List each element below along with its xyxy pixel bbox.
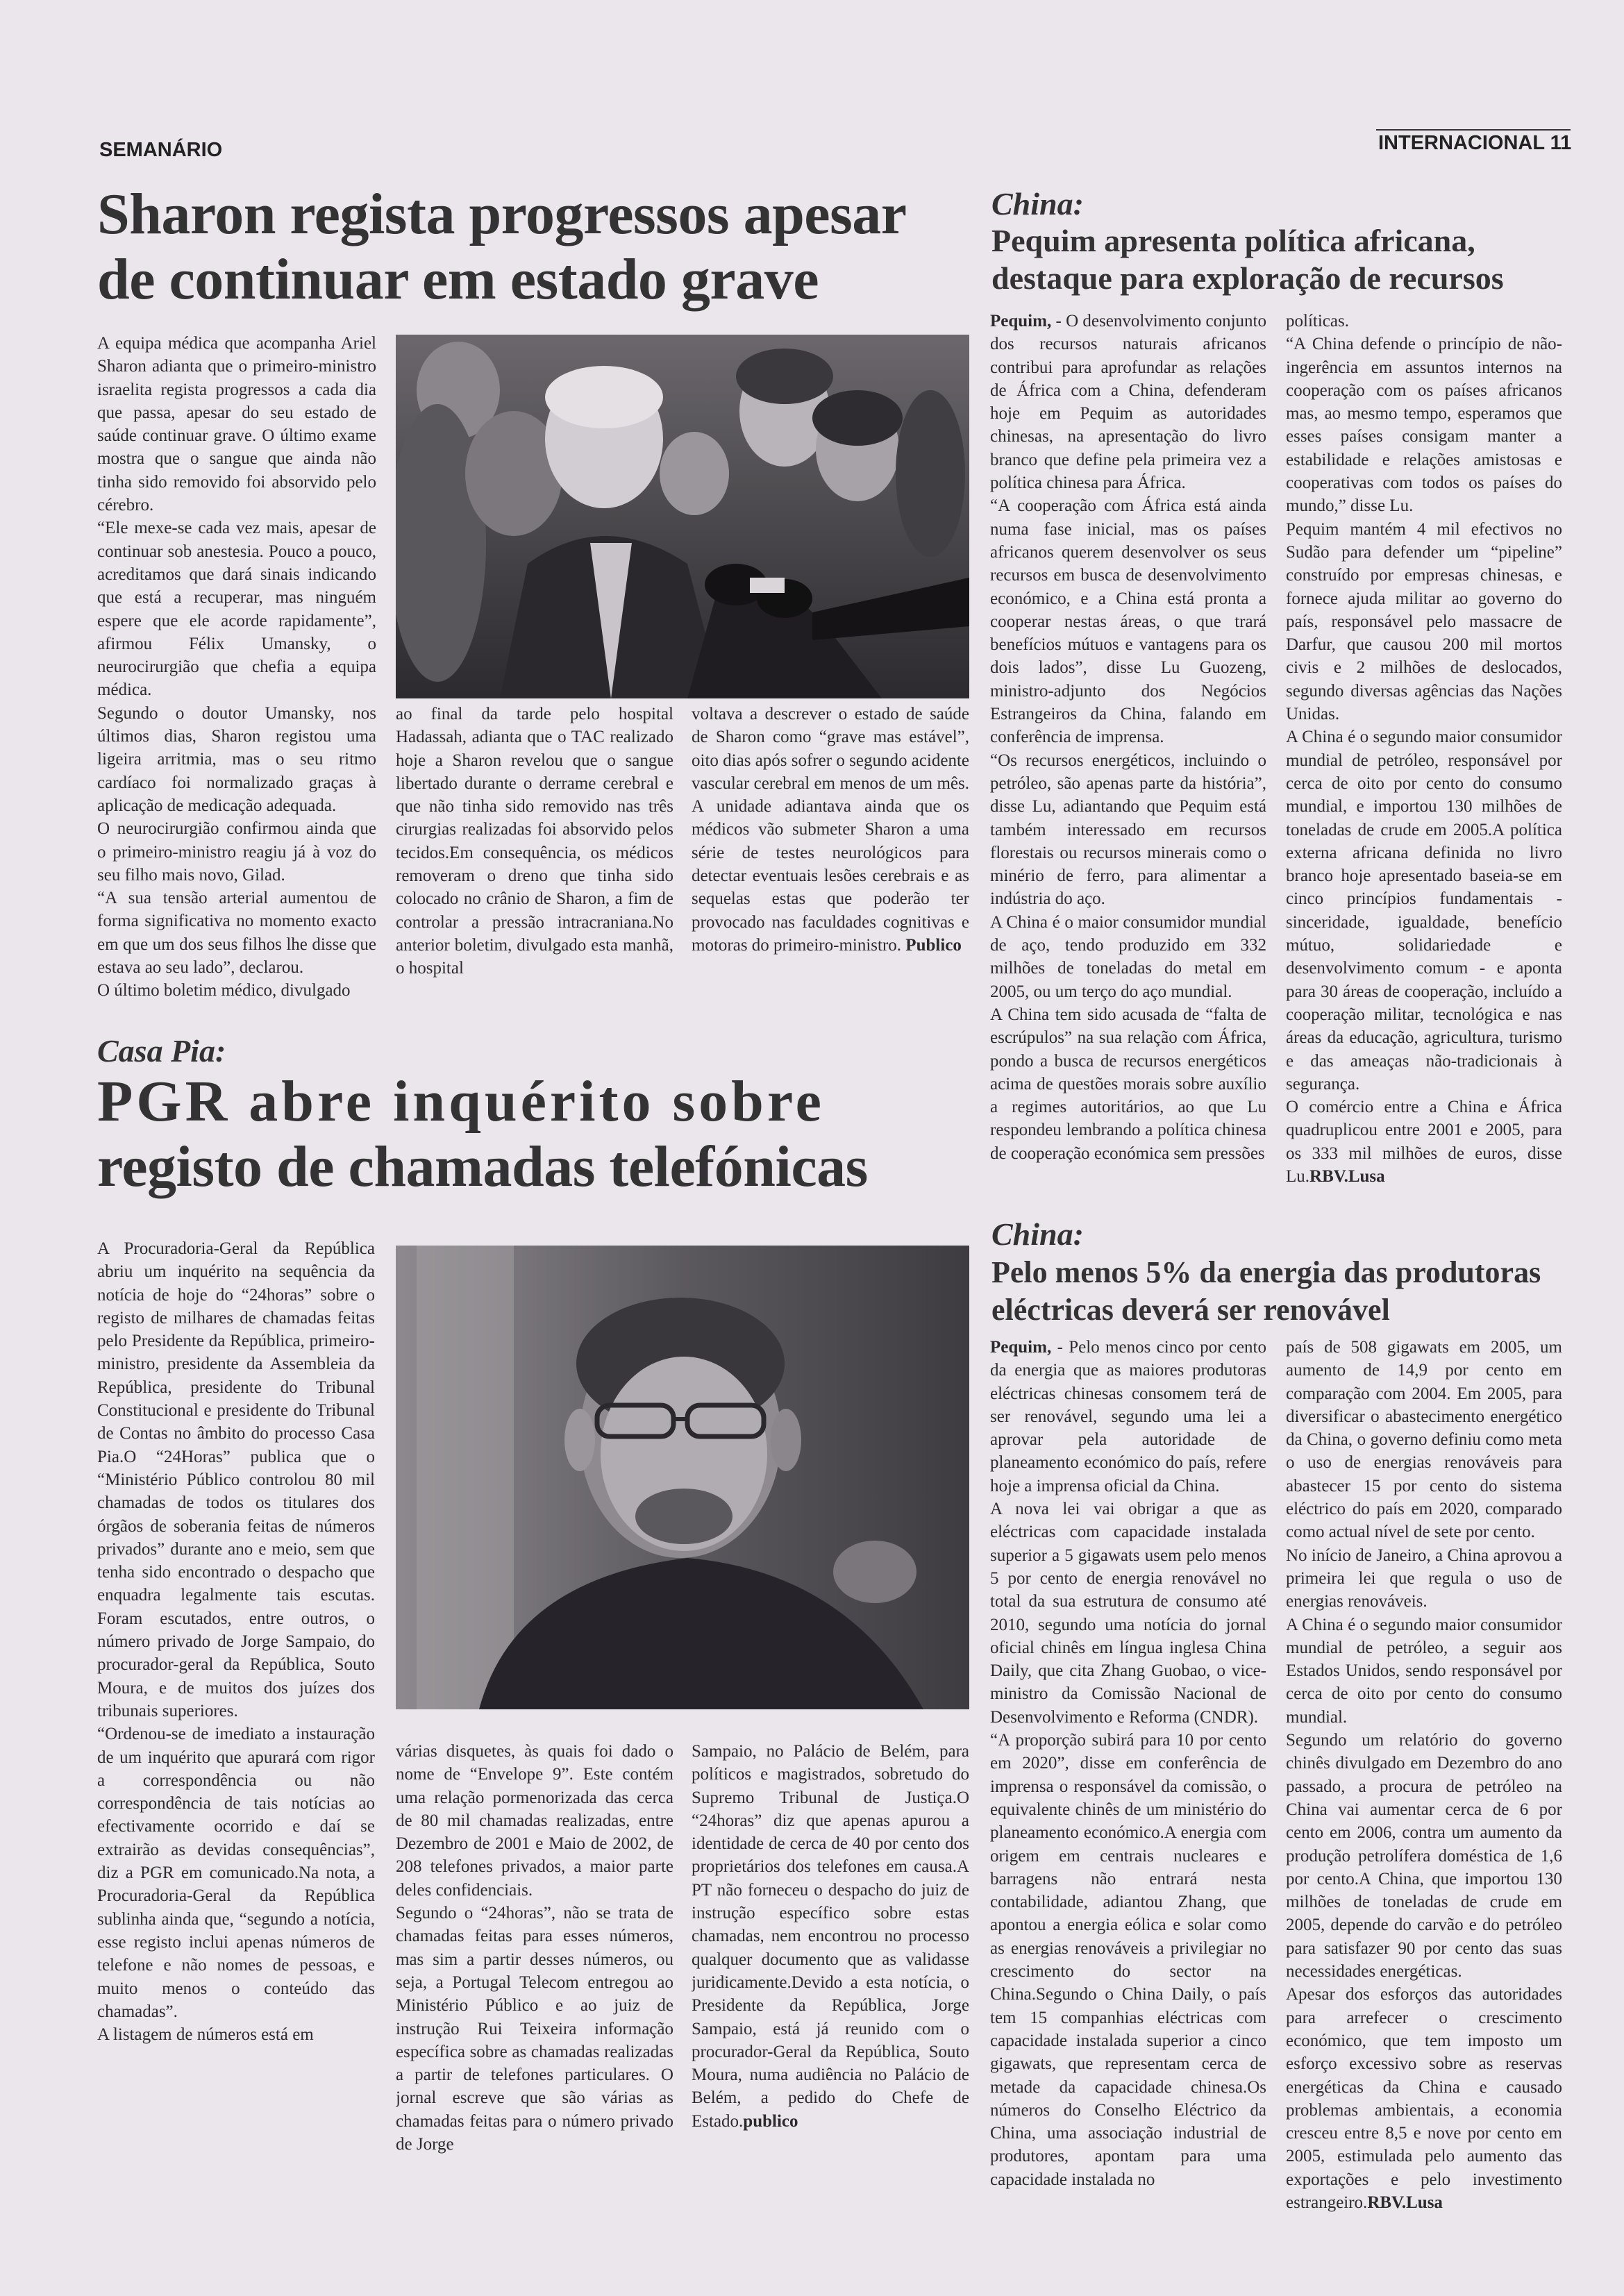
china1-column-2 <box>1286 310 1562 1215</box>
china1-headline-line1: Pequim apresenta política africana, <box>991 223 1475 258</box>
sharon-headline-line1: Sharon regista progressos apesar <box>97 182 907 246</box>
paragraph: “A sua tensão arterial aumentou de forma significativa no momento exacto em que um dos seus filhos lhe disse que estava ao seu lado”, declarou. <box>97 889 376 978</box>
paragraph-with-source <box>692 703 969 957</box>
portrait-image <box>396 1246 969 1709</box>
paragraph: A listagem de números está em <box>97 2025 314 2045</box>
pgr-headline <box>97 1069 979 1200</box>
paragraph: O último boletim médico, divulgado <box>97 981 351 1000</box>
pgr-headline-line2: registo de chamadas telefónicas <box>97 1134 868 1199</box>
paragraph-with-source <box>1286 1096 1562 1188</box>
paragraph: “A China defende o princípio de não-ingerência em assuntos internos na cooperação com os países africanos mas, ao mesmo tempo, esperamos que esses países consigam manter a estabilidade e relações amistosas e cooperativas com todos os países do mundo,” disse Lu. <box>1286 335 1562 516</box>
paragraph: O neurocirurgião confirmou ainda que o primeiro-ministro reagiu já à voz do seu filho mais novo, Gilad. <box>97 819 376 885</box>
paragraph: Apesar dos esforços das autoridades para arrefecer o crescimento económico, que tem imposto um esforço excessivo sobre as reservas energéticas da China e causado problemas ambientais, a economia cresceu entre 8,5 e nove por cento em 2005, estimulada pelo aumento das exportações e pelo investimento estrangeiro. <box>1286 1985 1562 2212</box>
sharon-column-2 <box>396 703 673 1028</box>
paragraph: No início de Janeiro, a China aprovou a primeira lei que regula o uso de energias renováveis. <box>1286 1545 1562 1611</box>
press-crowd-image <box>396 335 969 698</box>
paragraph: A China é o maior consumidor mundial de aço, tendo produzido em 332 milhões de toneladas do metal em 2005, ou um terço do aço mundial. <box>990 912 1266 1001</box>
sharon-press-photo <box>396 335 969 698</box>
paragraph: “A cooperação com África está ainda numa fase inicial, mas os países africanos querem desenvolver os seus recursos em busca de desenvolvimento económico, e a China está pronta a cooperar nestas áreas, o que trará benefícios mútuos e vantagens para os dois lados”, disse Lu Guozeng, ministro-adjunto dos Negócios Estrangeiros da China, falando em conferência de imprensa. <box>990 496 1266 747</box>
china2-headline <box>991 1254 1575 1329</box>
sharon-column-1 <box>97 332 376 1026</box>
china2-kicker: China: <box>991 1216 1084 1252</box>
dateline: Pequim, <box>990 1338 1052 1357</box>
sharon-column-3 <box>692 703 969 1028</box>
paragraph: país de 508 gigawats em 2005, um aumento de 14,9 por cento em comparação com 2004. Em 2005, para diversificar o abastecimento energético da China, o governo definiu como meta o uso de energias renováveis para abastecer 15 por cento do sistema eléctrico do país em 2020, comparado como actual nível de sete por cento. <box>1286 1338 1562 1542</box>
paragraph: Sampaio, no Palácio de Belém, para políticos e magistrados, sobretudo do Supremo Tribunal de Justiça.O “24horas” diz que apenas apurou a identidade de cerca de 40 por cento dos proprietários dos telefones em causa.A PT não forneceu o despacho do juiz de instrução específico sobre estas chamadas, nem encontrou no processo qualquer documento que as validasse juridicamente.Devido a esta notícia, o Presidente da República, Jorge Sampaio, está já reunido com o procurador-Geral da República, Souto Moura, numa audiência no Palácio de Belém, a pedido do Chefe de Estado. <box>692 1742 969 2131</box>
source-credit: RBV.Lusa <box>1367 2193 1443 2212</box>
china2-column-2 <box>1286 1336 1562 2252</box>
pgr-headline-line1: PGR abre inquérito sobre <box>97 1069 825 1134</box>
china1-headline <box>991 222 1575 297</box>
paragraph: “Os recursos energéticos, incluindo o petróleo, são apenas parte da história”, disse Lu, adiantando que Pequim está também interessado em recursos florestais ou recursos minerais como o minério de ferro, para alimentar a indústria do aço. <box>990 751 1266 909</box>
prosecutor-portrait-photo <box>396 1246 969 1709</box>
paragraph: políticas. <box>1286 312 1349 330</box>
paragraph: Segundo um relatório do governo chinês divulgado em Dezembro do ano passado, a procura de petróleo na China vai aumentar cerca de 6 por cento em 2006, contra um aumento da produção petrolífera doméstica de 1,6 por cento.A China, que importou 130 milhões de toneladas de crude em 2005, depende do carvão e do petróleo para satisfazer 90 por cento das suas necessidades energéticas. <box>1286 1731 1562 1981</box>
pgr-column-2 <box>396 1740 673 2251</box>
paragraph: - O desenvolvimento conjunto dos recursos naturais africanos contribui para aprofundar as relações de África com a China, defenderam hoje em Pequim as autoridades chinesas, na apresentação do livro branco que define pela primeira vez a política chinesa para África. <box>990 312 1266 493</box>
paragraph: várias disquetes, às quais foi dado o nome de “Envelope 9”. Este contém uma relação pormenorizada das cerca de 80 mil chamadas realizadas, entre Dezembro de 2001 e Maio de 2002, de 208 telefones privados, a maior parte deles confidenciais. <box>396 1742 673 1900</box>
paragraph: A China é o segundo maior consumidor mundial de petróleo, responsável por cerca de oito por cento do consumo mundial, e importou 130 milhões de toneladas de crude em 2005.A política externa africana definida no livro branco hoje apresentado baseia-se em cinco princípios fundamentais - sinceridade, igualdade, benefício mútuo, solidariedade e desenvolvimento comum - e aponta para 30 áreas de cooperação, incluído a cooperação militar, tecnológica e nas áreas da educação, agricultura, turismo e das ameaças não-tradicionais à segurança. <box>1286 728 1562 1093</box>
paragraph: ao final da tarde pelo hospital Hadassah, adianta que o TAC realizado hoje a Sharon revelou que o sangue libertado durante o derrame cerebral e que não tinha sido removido nas três cirurgias realizadas foi absorvido pelos tecidos.Em consequência, os médicos removeram o dreno que tinha sido colocado no crânio de Sharon, a fim de controlar a pressão intracraniana.No anterior boletim, divulgado esta manhã, o hospital <box>396 705 673 978</box>
lead-paragraph <box>990 310 1266 494</box>
paragraph-with-source <box>1286 1983 1562 2214</box>
sharon-headline-line2: de continuar em estado grave <box>97 247 819 312</box>
paragraph: A equipa médica que acompanha Ariel Sharon adianta que o primeiro-ministro israelita regista progressos a cada dia que passa, apesar do seu estado de saúde continuar grave. O último exame mostra que o sangue que ainda não tinha sido removido foi absorvido pelo cérebro. <box>97 334 376 515</box>
paragraph: A China tem sido acusada de “falta de escrúpulos” na sua relação com África, pondo a busca de recursos energéticos acima de questões morais sobre auxílio a regimes autoritários, ao que Lu respondeu lembrando a política chinesa de cooperação económica sem pressões <box>990 1005 1266 1163</box>
paragraph: Segundo o “24horas”, não se trata de chamadas feitas para esses números, mas sim a partir desses números, ou seja, a Portugal Telecom entregou ao Ministério Público e ao juiz de instrução Rui Teixeira informação específica sobre as chamadas realizadas a partir de telefones particulares. O jornal escreve que são várias as chamadas feitas para o número privado de Jorge <box>396 1904 673 2154</box>
paragraph: Pequim mantém 4 mil efectivos no Sudão para defender um “pipeline” construído por empresas chinesas, e fornece ajuda militar ao governo do país, responsável pelo massacre de Darfur, que causou 200 mil mortos civis e 2 milhões de deslocados, segundo diversas agências das Nações Unidas. <box>1286 519 1562 724</box>
dateline: Pequim, <box>990 312 1052 330</box>
section-page-label: INTERNACIONAL 11 <box>1378 132 1572 154</box>
paragraph-with-source <box>692 1740 969 2133</box>
pgr-column-3 <box>692 1740 969 2251</box>
sharon-headline <box>97 182 979 312</box>
publication-name: SEMANÁRIO <box>99 139 223 161</box>
source-credit: Publico <box>905 935 962 955</box>
source-credit: publico <box>743 2111 798 2131</box>
paragraph: Segundo o doutor Umansky, nos últimos dias, Sharon registou uma ligeira arritmia, mas o seu ritmo cardíaco foi normalizado graças à aplicação de medicação adequada. <box>97 703 376 815</box>
paragraph: A Procuradoria-Geral da República abriu um inquérito na sequência da notícia de hoje do “24horas” sobre o registo de milhares de chamadas feitas pelo Presidente da República, primeiro-ministro, presidente da Assembleia da República, presidente do Tribunal Constitucional e presidente do Tribunal de Contas no âmbito do processo Casa Pia.O “24Horas” publica que o “Ministério Público controlou 80 mil chamadas de todos os titulares dos órgãos de soberania feitas de números privados” durante ano e meio, sem que tenha sido encontrado o despacho que enquadra legalmente tais escutas. Foram escutados, entre outros, o número privado de Jorge Sampaio, do procurador-geral da República, Souto Moura, e de muitos dos juízes dos tribunais superiores. <box>97 1239 375 1720</box>
china1-column-1 <box>990 310 1266 1215</box>
paragraph: A China é o segundo maior consumidor mundial de petróleo, a seguir aos Estados Unidos, sendo responsável por cerca de oito por cento do consumo mundial. <box>1286 1615 1562 1727</box>
paragraph: A nova lei vai obrigar a que as eléctricas com capacidade instalada superior a 5 gigawats usem pelo menos 5 por cento de energia renovável no total da sua estrutura de consumo até 2010, segundo uma notícia do jornal oficial chinês em língua inglesa China Daily, que cita Zhang Guobao, o vice-ministro da Comissão Nacional de Desenvolvimento e Reforma (CNDR). <box>990 1500 1266 1727</box>
paragraph: O comércio entre a China e África quadruplicou entre 2001 e 2005, para os 333 mil milhões de euros, disse Lu. <box>1286 1098 1562 1186</box>
lead-paragraph <box>990 1336 1266 1498</box>
paragraph: “Ele mexe-se cada vez mais, apesar de continuar sob anestesia. Pouco a pouco, acreditamos que dará sinais indicando que está a recuperar, mas ninguém espere que ele acorde rapidamente”, afirmou Félix Umansky, o neurocirurgião que chefia a equipa médica. <box>97 519 376 700</box>
china2-column-1 <box>990 1336 1266 2252</box>
source-credit: RBV.Lusa <box>1309 1166 1385 1186</box>
china2-headline-line2: eléctricas deverá ser renovável <box>991 1293 1390 1327</box>
pgr-kicker: Casa Pia: <box>97 1033 226 1069</box>
paragraph: - Pelo menos cinco por cento da energia que as maiores produtoras eléctricas chinesas consomem terá de ser renovável, segundo uma lei a aprovar pela autoridade de planeamento económico do país, refere hoje a imprensa oficial da China. <box>990 1338 1266 1495</box>
paragraph: “A proporção subirá para 10 por cento em 2020”, disse em conferência de imprensa o responsável da comissão, o equivalente chinês de um ministério do planeamento económico.A energia com origem em centrais nucleares e barragens não entrará nesta contabilidade, adiantou Zhang, que apontou a energia eólica e solar como as energias renováveis a privilegiar no crescimento do sector na China.Segundo o China Daily, o país tem 15 companhias eléctricas com capacidade instalada superior a cinco gigawats, que representam cerca de metade da capacidade chinesa.Os números do Conselho Eléctrico da China, uma associação industrial de produtores, apontam para uma capacidade instalada no <box>990 1731 1266 2189</box>
header-rule <box>1376 129 1571 131</box>
pgr-column-1 <box>97 1237 375 2251</box>
china1-kicker: China: <box>991 186 1084 221</box>
china2-headline-line1: Pelo menos 5% da energia das produtoras <box>991 1255 1541 1289</box>
paragraph: voltava a descrever o estado de saúde de Sharon como “grave mas estável”, oito dias após sofrer o segundo acidente vascular cerebral em menos de um mês. A unidade adiantava ainda que os médicos vão submeter Sharon a uma série de testes neurológicos para detectar eventuais lesões cerebrais e as sequelas estas que poderão ter provocado nas faculdades cognitivas e motoras do primeiro-ministro. <box>692 705 969 955</box>
china1-headline-line2: destaque para exploração de recursos <box>991 260 1504 296</box>
paragraph: “Ordenou-se de imediato a instauração de um inquérito que apurará com rigor a correspondência ou não correspondência de tais notícias ao efectivamente ocorrido e daí se extrairão as devidas consequências”, diz a PGR em comunicado.Na nota, a Procuradoria-Geral da República sublinha ainda que, “segundo a notícia, esse registo inclui apenas números de telefone e não nomes de pessoas, e muito menos o conteúdo das chamadas”. <box>97 1725 375 2021</box>
